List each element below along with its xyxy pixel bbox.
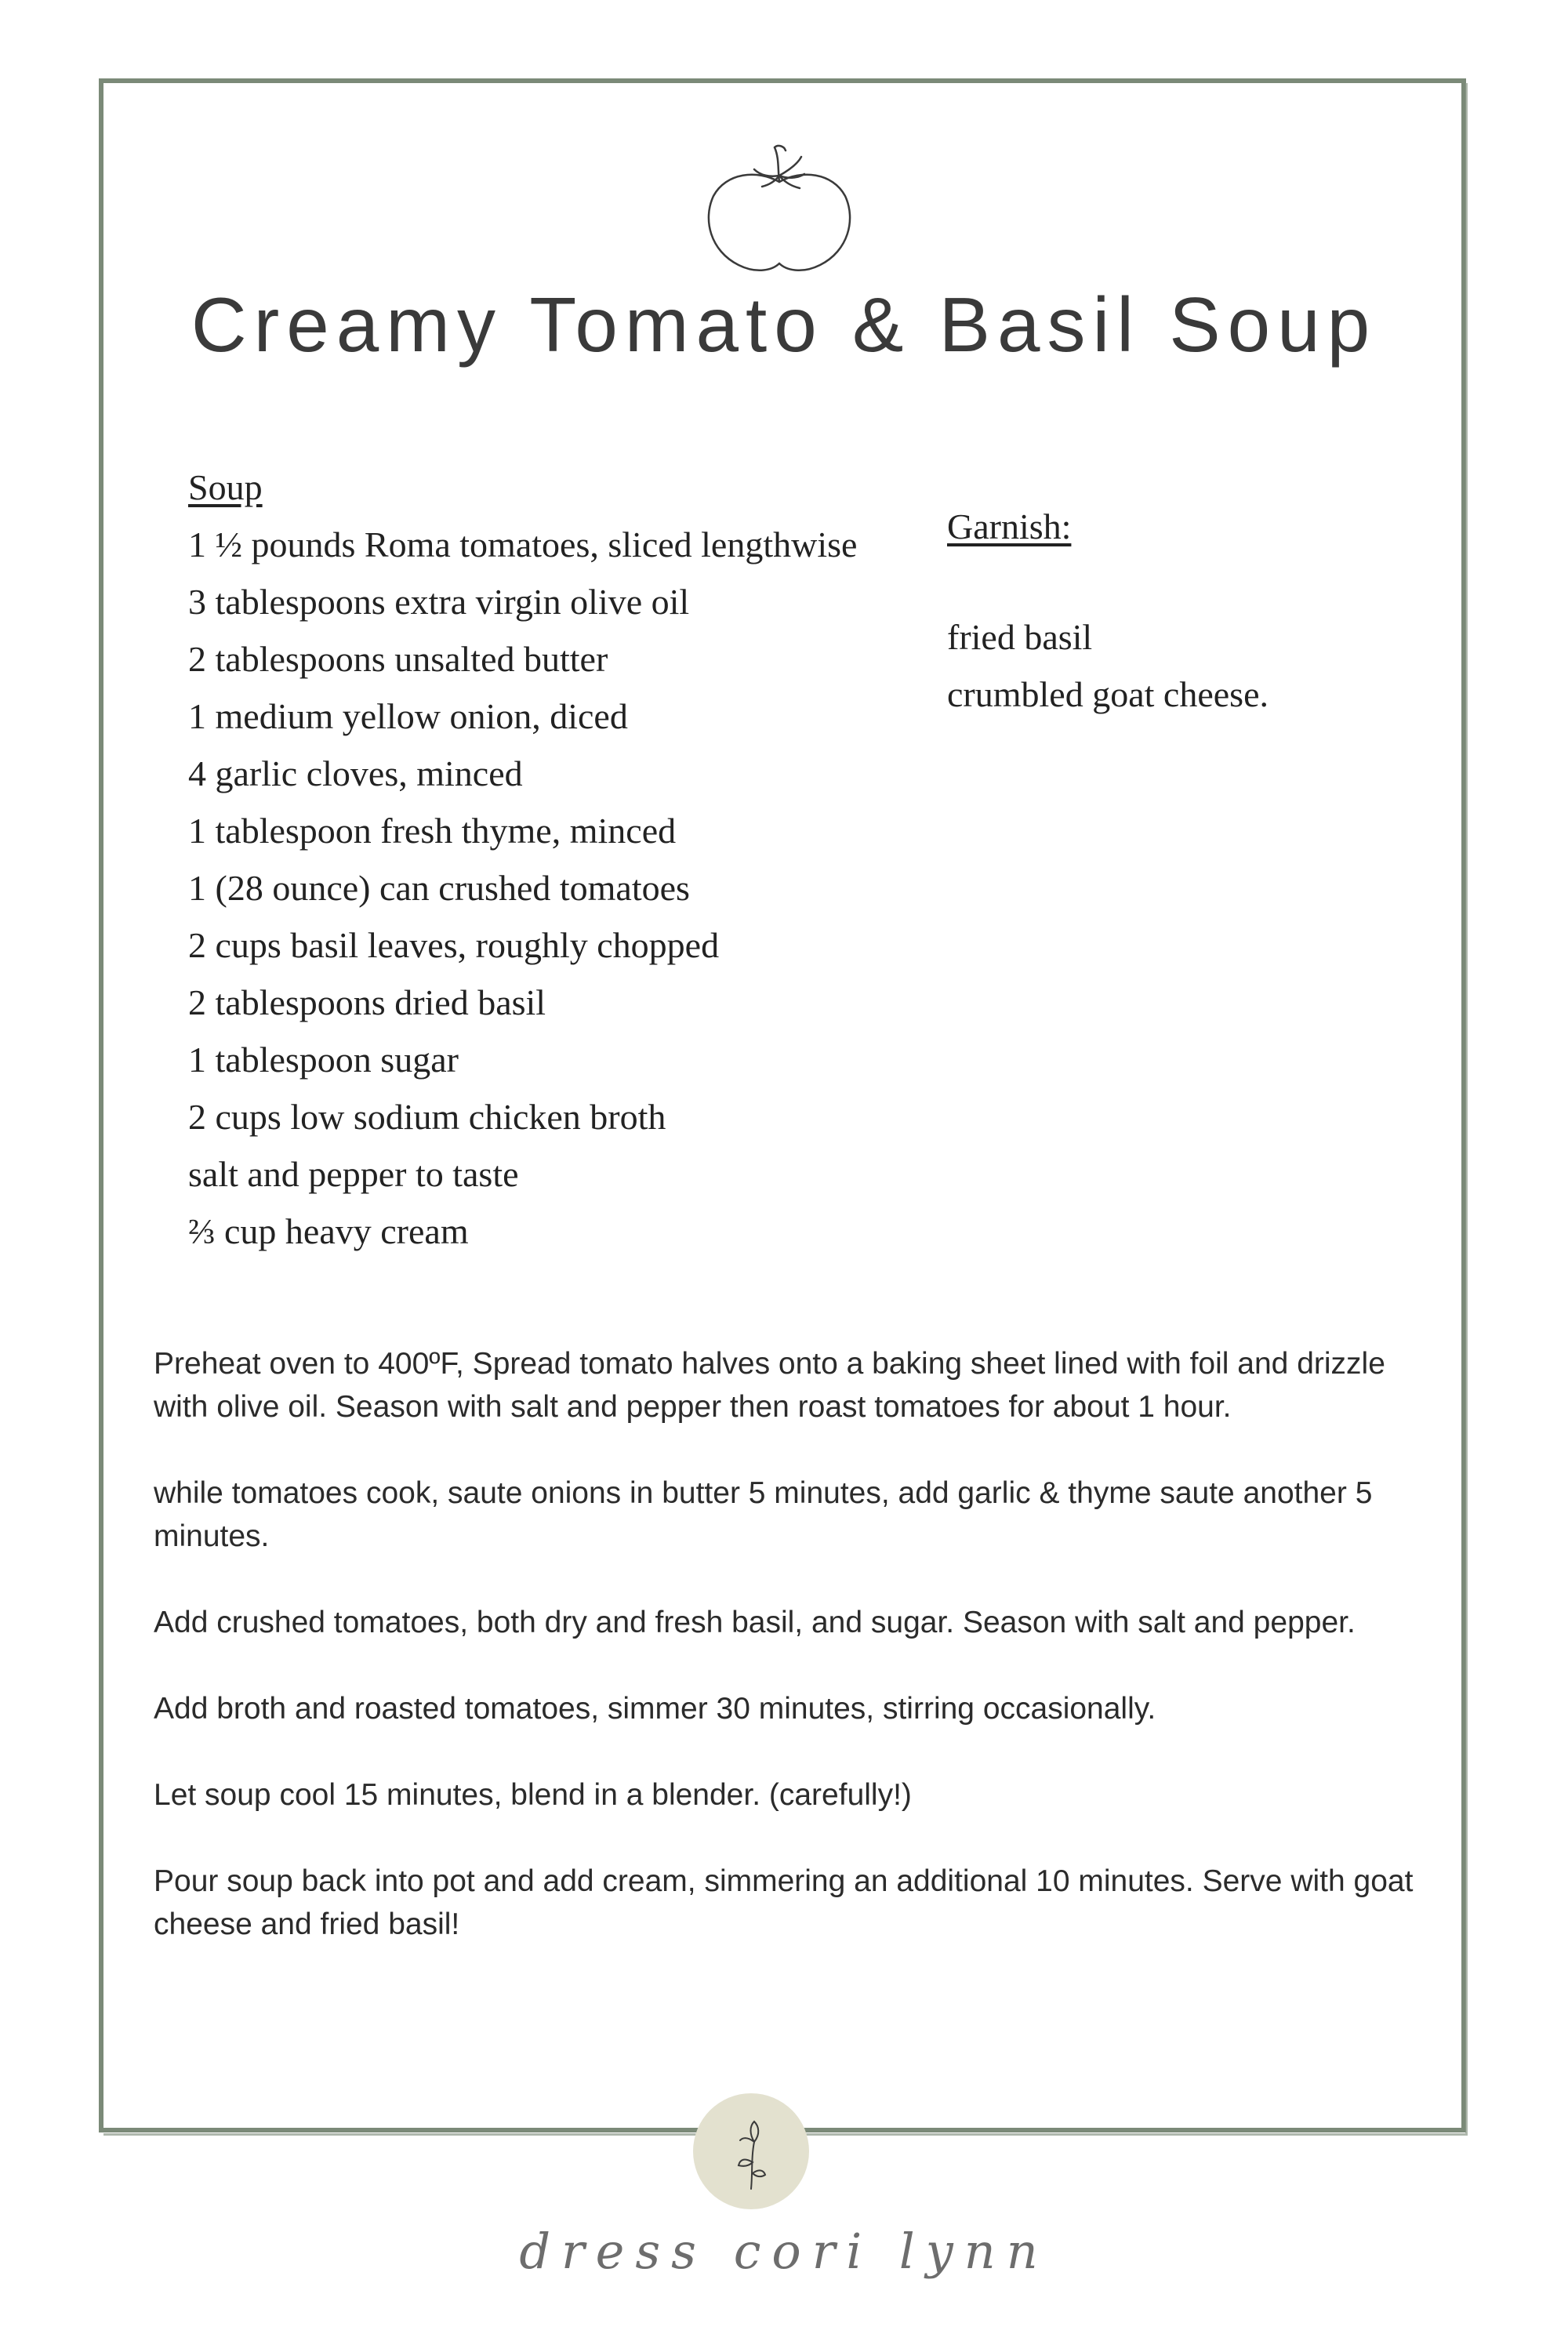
- ingredient-item: 1 (28 ounce) can crushed tomatoes: [188, 868, 690, 908]
- ingredient-item: 2 tablespoons dried basil: [188, 982, 546, 1022]
- ingredients-list: [188, 459, 857, 1260]
- ingredient-item: 2 cups low sodium chicken broth: [188, 1097, 666, 1137]
- ingredient-item: 2 tablespoons unsalted butter: [188, 639, 608, 679]
- ingredient-item: 3 tablespoons extra virgin olive oil: [188, 582, 690, 622]
- garnish-list: [947, 608, 1269, 723]
- soup-heading: Soup: [188, 467, 263, 507]
- instructions: [154, 1342, 1424, 1989]
- instruction-step: Add broth and roasted tomatoes, simmer 30 minutes, stirring occasionally.: [154, 1692, 1156, 1726]
- brand-badge: [693, 2093, 809, 2209]
- garnish-heading: Garnish:: [947, 506, 1072, 546]
- ingredient-item: 1 ½ pounds Roma tomatoes, sliced lengthwise: [188, 524, 858, 564]
- ingredient-item: 4 garlic cloves, minced: [188, 753, 523, 793]
- instruction-step: Let soup cool 15 minutes, blend in a blender. (carefully!): [154, 1778, 912, 1812]
- garnish-item: fried basil: [947, 617, 1093, 657]
- ingredient-item: 1 tablespoon sugar: [188, 1040, 459, 1080]
- ingredient-item: salt and pepper to taste: [188, 1154, 519, 1194]
- tomato-icon: [702, 141, 856, 274]
- instruction-step: Preheat oven to 400ºF, Spread tomato halves onto a baking sheet lined with foil and drizzle with olive oil. Season with salt and pepper then roast tomatoes for about 1 hour.: [154, 1347, 1385, 1424]
- garnish-item: crumbled goat cheese.: [947, 674, 1269, 714]
- instruction-step: while tomatoes cook, saute onions in butter 5 minutes, add garlic & thyme saute another 5 minutes.: [154, 1476, 1373, 1553]
- brand-signature: dress cori lynn: [519, 2223, 1049, 2280]
- ingredient-item: ⅔ cup heavy cream: [188, 1211, 469, 1251]
- flower-sprig-icon: [717, 2111, 787, 2197]
- garnish-section: [947, 498, 1269, 723]
- recipe-title: Creamy Tomato & Basil Soup: [191, 281, 1377, 368]
- instruction-step: Add crushed tomatoes, both dry and fresh basil, and sugar. Season with salt and pepper.: [154, 1606, 1356, 1639]
- ingredient-item: 2 cups basil leaves, roughly chopped: [188, 925, 720, 965]
- ingredient-item: 1 tablespoon fresh thyme, minced: [188, 811, 677, 851]
- ingredient-item: 1 medium yellow onion, diced: [188, 696, 628, 736]
- instruction-step: Pour soup back into pot and add cream, simmering an additional 10 minutes. Serve with goat cheese and fried basil!: [154, 1864, 1414, 1941]
